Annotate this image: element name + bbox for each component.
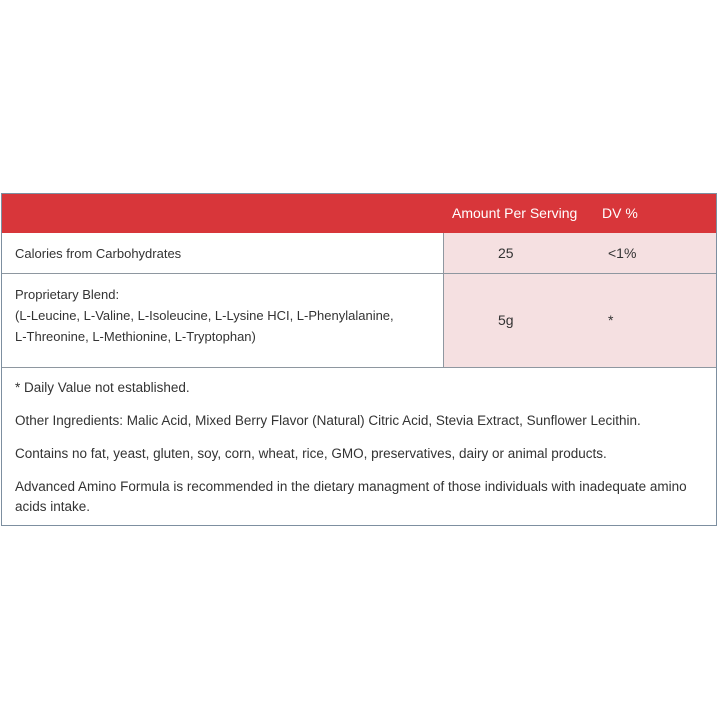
value-cell-shade — [443, 274, 716, 367]
table-row — [2, 274, 716, 368]
dv-value: <1% — [608, 245, 637, 261]
row-label-line: L-Threonine, L-Methionine, L-Tryptophan) — [15, 329, 256, 344]
notes-section — [15, 378, 705, 530]
daily-value-note: * Daily Value not established. — [15, 380, 190, 395]
table-row — [2, 233, 716, 274]
row-label-line: Proprietary Blend: — [15, 287, 120, 302]
row-label — [15, 284, 394, 347]
row-label-line: Calories from Carbohydrates — [15, 246, 182, 261]
row-label — [15, 243, 181, 264]
table-header — [2, 194, 716, 233]
amount-value: 5g — [498, 312, 514, 328]
row-label-line: (L-Leucine, L-Valine, L-Isoleucine, L-Lysine HCI, L-Phenylalanine, — [15, 308, 394, 323]
amount-per-serving-header: Amount Per Serving — [452, 205, 578, 221]
amount-value: 25 — [498, 245, 514, 261]
allergen-note: Contains no fat, yeast, gluten, soy, corn, wheat, rice, GMO, preservatives, dairy or animal products. — [15, 446, 607, 461]
value-cell-shade — [443, 233, 716, 273]
supplement-facts-panel — [1, 193, 717, 526]
dv-percent-header: DV % — [602, 205, 638, 221]
other-ingredients-note: Other Ingredients: Malic Acid, Mixed Berry Flavor (Natural) Citric Acid, Stevia Extract, Sunflower Lecithin. — [15, 413, 641, 428]
dv-value: * — [608, 312, 614, 328]
recommendation-note: Advanced Amino Formula is recommended in the dietary managment of those individuals with inadequate amino acids intake. — [15, 479, 687, 514]
